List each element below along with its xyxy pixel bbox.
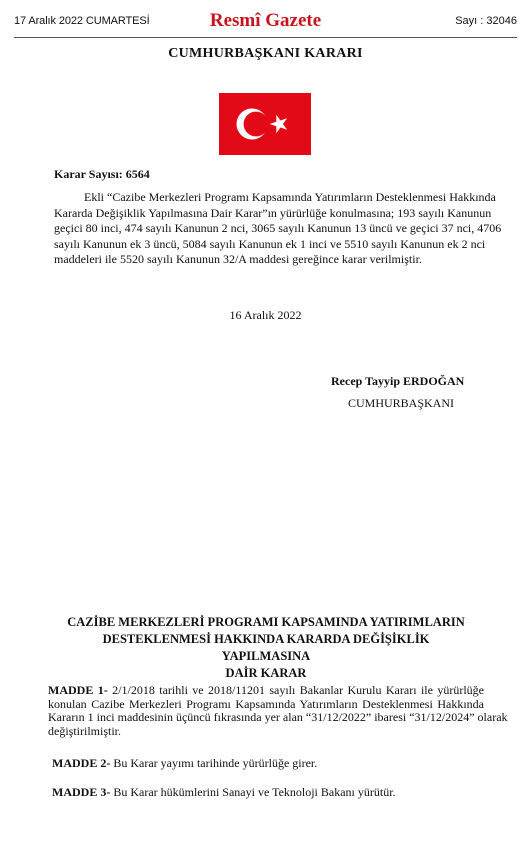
gazette-title: Resmî Gazete	[209, 10, 322, 31]
decision-date: 16 Aralık 2022	[229, 308, 302, 322]
decree-title-line: DAİR KARAR	[225, 666, 307, 680]
paragraph-line: sayılı Kanunun ek 3 üncü, 5084 sayılı Kanunun ek 1 inci ve 5510 sayılı Kanunun ek 2 nci	[54, 236, 486, 251]
article-label: MADDE 1-	[48, 683, 108, 697]
article-line	[48, 684, 484, 698]
article-3	[52, 785, 396, 800]
article-line: değiştirilmiştir.	[48, 723, 122, 738]
page-header	[14, 12, 517, 34]
article-text: 2/1/2018 tarihli ve 2018/11201 sayılı Bakanlar Kurulu Kararı ile yürürlüğe	[107, 683, 485, 697]
header-date: 17 Aralık 2022 CUMARTESİ	[14, 15, 150, 27]
intro-paragraph	[54, 190, 502, 268]
turkish-flag-icon	[219, 93, 311, 155]
signer-title: CUMHURBAŞKANI	[348, 396, 455, 410]
paragraph-line: Kararda Değişiklik Yapılmasına Dair Karar”ın yürürlüğe konulmasına; 193 sayılı Kanunun	[54, 205, 492, 220]
signer-name: Recep Tayyip ERDOĞAN	[331, 374, 465, 388]
decree-title	[60, 614, 472, 682]
article-line: konulan Cazibe Merkezleri Programı Kapsamında Yatırımların Desteklenmesi Hakkında	[48, 696, 484, 711]
issue-number: Sayı : 32046	[455, 15, 517, 27]
decision-number: Karar Sayısı: 6564	[54, 167, 150, 181]
article-label: MADDE 3-	[52, 785, 111, 799]
decree-title-line: CAZİBE MERKEZLERİ PROGRAMI KAPSAMINDA YATIRIMLARIN	[67, 615, 465, 629]
article-line: Kararın 1 inci maddesinin üçüncü fıkrasında yer alan “31/12/2022” ibaresi “31/12/2024” olarak	[48, 710, 508, 725]
article-1	[48, 683, 508, 738]
paragraph-line: maddeleri ile 5520 sayılı Kanunun 32/A maddesi gereğince karar verilmiştir.	[54, 252, 422, 267]
article-text: Bu Karar yayımı tarihinde yürürlüğe girer.	[110, 756, 318, 770]
article-label: MADDE 2-	[52, 756, 111, 770]
paragraph-line: geçici 80 inci, 474 sayılı Kanunun 2 nci, 3065 sayılı Kanunun 13 üncü ve geçici 37 nci, 4706	[54, 221, 502, 236]
paragraph-line: Ekli “Cazibe Merkezleri Programı Kapsamında Yatırımların Desteklenmesi Hakkında	[84, 190, 496, 204]
article-text: Bu Karar hükümlerini Sanayi ve Teknoloji Bakanı yürütür.	[110, 785, 396, 799]
article-2	[52, 756, 317, 771]
section-title: CUMHURBAŞKANI KARARI	[168, 46, 363, 61]
header-divider	[14, 37, 517, 38]
decree-title-line: DESTEKLENMESİ HAKKINDA KARARDA DEĞİŞİKLİK YAPILMASINA	[102, 632, 430, 663]
